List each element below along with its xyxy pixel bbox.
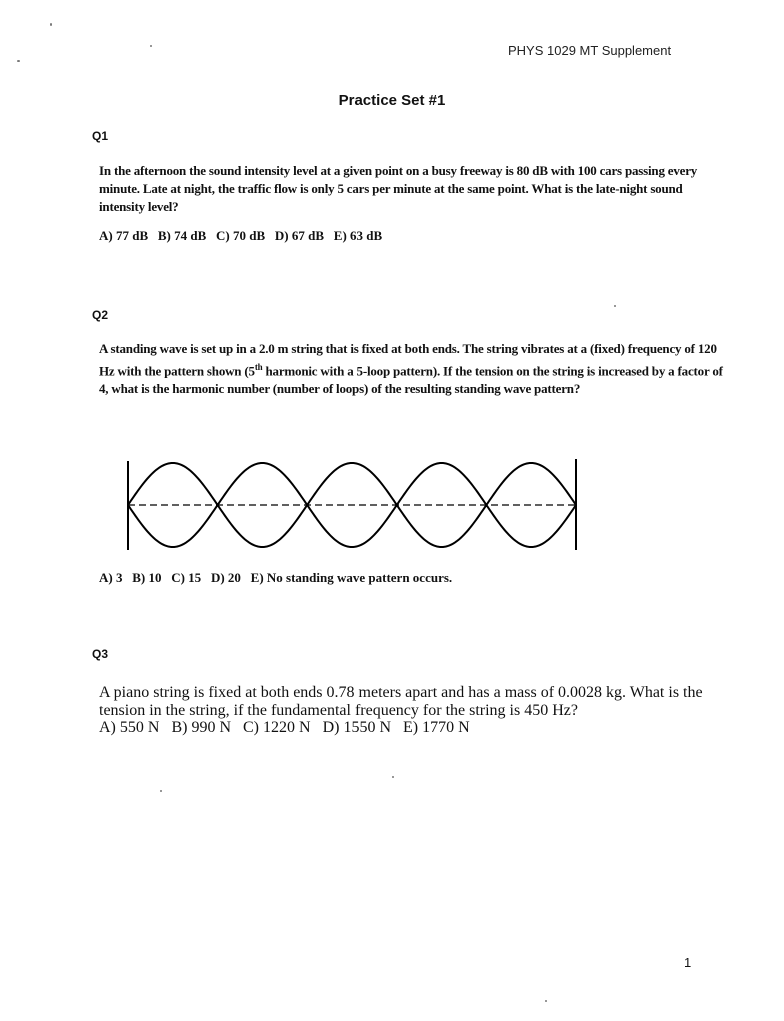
choice-b: B) 74 dB [157,228,207,243]
page-title: Practice Set #1 [338,92,446,109]
scan-speck [150,45,152,47]
choice-a: A) 77 dB [99,228,149,243]
question-3-text: A piano string is fixed at both ends 0.78 meters apart and has a mass of 0.0028 kg. What is the tension in the string, if the fundamental frequency for the string is 450 Hz? [99,684,703,719]
scan-speck [614,305,616,307]
question-2-label: Q2 [92,308,109,322]
wave-envelope-upper [128,463,576,505]
question-2-text [99,340,724,398]
standing-wave-figure [120,455,590,555]
scan-speck [50,23,52,26]
choice-e: E) No standing wave pattern occurs. [250,570,453,585]
question-1-text: In the afternoon the sound intensity level at a given point on a busy freeway is 80 dB with 100 cars passing every minute. Late at night, the traffic flow is only 5 cars per minute at the same point. What is the late-night sound intensity level? [99,163,698,214]
question-2-text-part1: A standing wave is set up in a 2.0 m string that is fixed at both ends. The string vibrates at a (fixed) frequency of 120 Hz with the pattern shown (5 [99,341,717,379]
choice-d: D) 1550 N [322,719,391,736]
wave-envelope-lower [128,505,576,547]
course-header: PHYS 1029 MT Supplement [508,43,672,58]
choice-e: E) 1770 N [403,719,470,736]
choice-c: C) 70 dB [216,228,266,243]
question-3-label: Q3 [92,647,109,661]
question-2-choices [99,570,452,586]
scan-speck [392,776,394,778]
scan-speck [160,790,162,792]
choice-a: A) 550 N [99,719,160,736]
question-3-choices [99,719,470,737]
choice-e: E) 63 dB [333,228,383,243]
scan-speck [17,60,20,62]
choice-d: D) 20 [210,570,241,585]
choice-a: A) 3 [99,570,123,585]
question-1-label: Q1 [92,129,109,143]
scan-speck [545,1000,547,1002]
question-1-choices [99,228,382,244]
choice-d: D) 67 dB [274,228,325,243]
superscript-th: th [254,362,263,372]
choice-c: C) 15 [171,570,202,585]
choice-b: B) 990 N [171,719,231,736]
question-2-text-part2: harmonic with a 5-loop pattern). If the tension on the string is increased by a factor of 4, what is the harmonic number (number of loops) of the resulting standing wave pattern? [99,363,723,397]
page-number: 1 [684,955,692,970]
choice-b: B) 10 [132,570,162,585]
choice-c: C) 1220 N [243,719,311,736]
